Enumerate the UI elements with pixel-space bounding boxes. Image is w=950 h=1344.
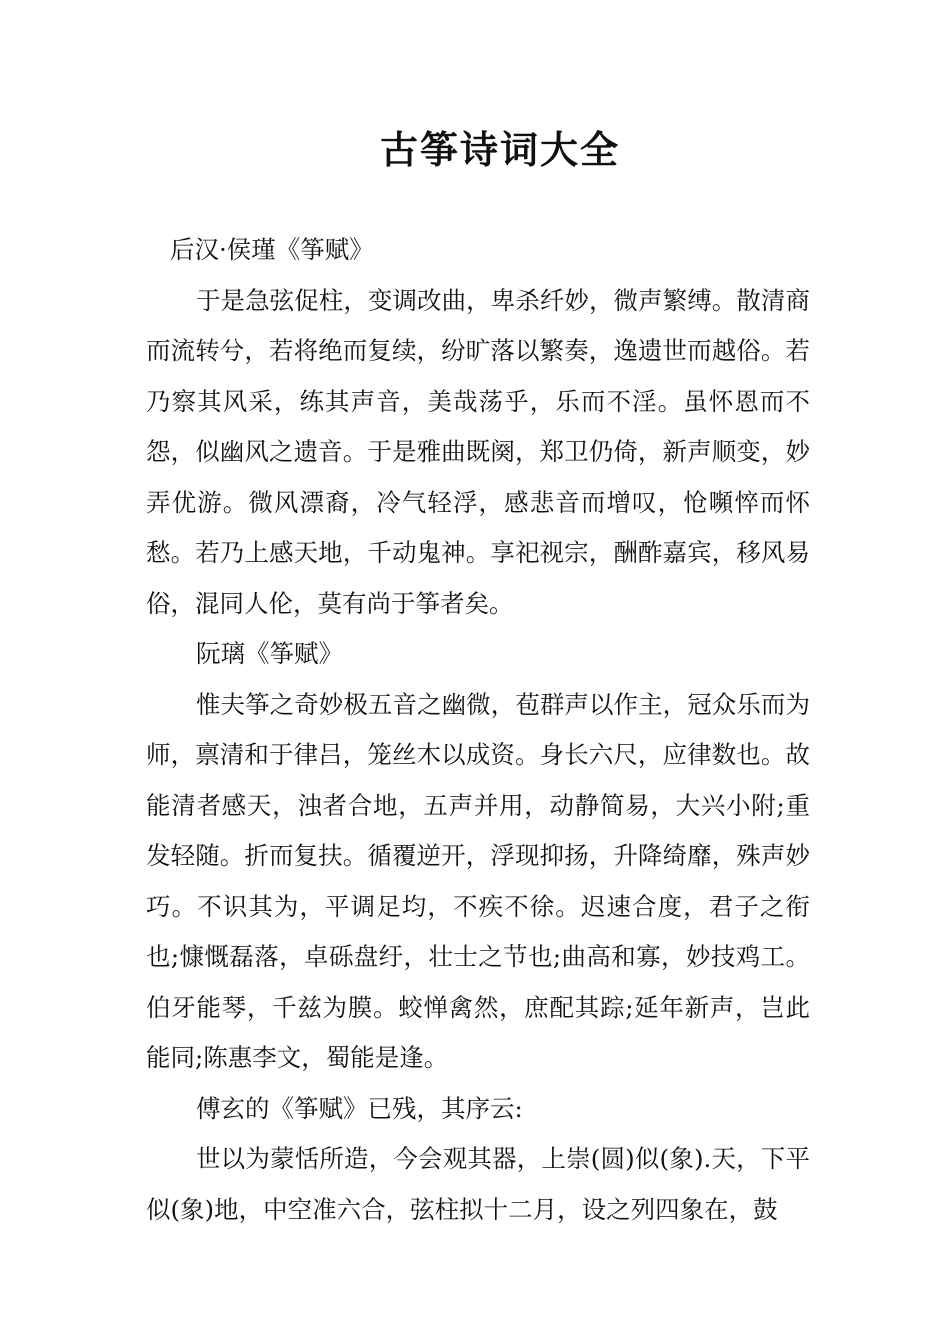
section-body-fuxuan: 世以为蒙恬所造，今会观其器，上崇(圆)似(象).天，下平似(象)地，中空准六合，弦柱拟十二月，设之列四象在，鼓 bbox=[146, 1144, 810, 1224]
section-body-houjin: 于是急弦促柱，变调改曲，卑杀纤妙，微声繁缚。散清商而流转兮，若将绝而复续，纷旷落以繁奏，逸遗世而越俗。若乃察其风采，练其声音，美哉荡乎，乐而不淫。虽怀恩而不怨，似幽风之遗音。于是雅曲既阕，郑卫仍倚，新声顺变，妙弄优游。微风漂裔，冷气轻浮，感悲音而增叹，怆嚬悴而怀愁。若乃上感天地，千动鬼神。享祀视宗，酬酢嘉宾，移风易俗，混同人伦，莫有尚于筝者矣。 bbox=[146, 285, 810, 618]
section-heading-ruanli: 阮璃《筝赋》 bbox=[196, 639, 343, 668]
document-title: 古筝诗词大全 bbox=[379, 127, 620, 172]
document-body bbox=[146, 225, 810, 1235]
section-heading-houjin: 后汉·侯瑾《筝赋》 bbox=[170, 235, 374, 264]
section-heading-fuxuan: 傅玄的《筝赋》已残，其序云: bbox=[196, 1093, 523, 1123]
section-body-ruanli: 惟夫筝之奇妙极五音之幽微，苞群声以作主，冠众乐而为师，禀清和于律吕，笼丝木以成资。身长六尺，应律数也。故能清者感天，浊者合地，五声并用，动静简易，大兴小附;重发轻随。折而复扶。循覆逆开，浮现抑扬，升降绮靡，殊声妙巧。不识其为，平调足均，不疾不徐。迟速合度，君子之衔也;慷慨磊落，卓砾盘纡，壮士之节也;曲高和寡，妙技鸡工。伯牙能琴，千兹为膜。蛟惮禽然，庶配其踪;延年新声，岂此能同;陈惠李文，蜀能是逢。 bbox=[146, 689, 810, 1072]
